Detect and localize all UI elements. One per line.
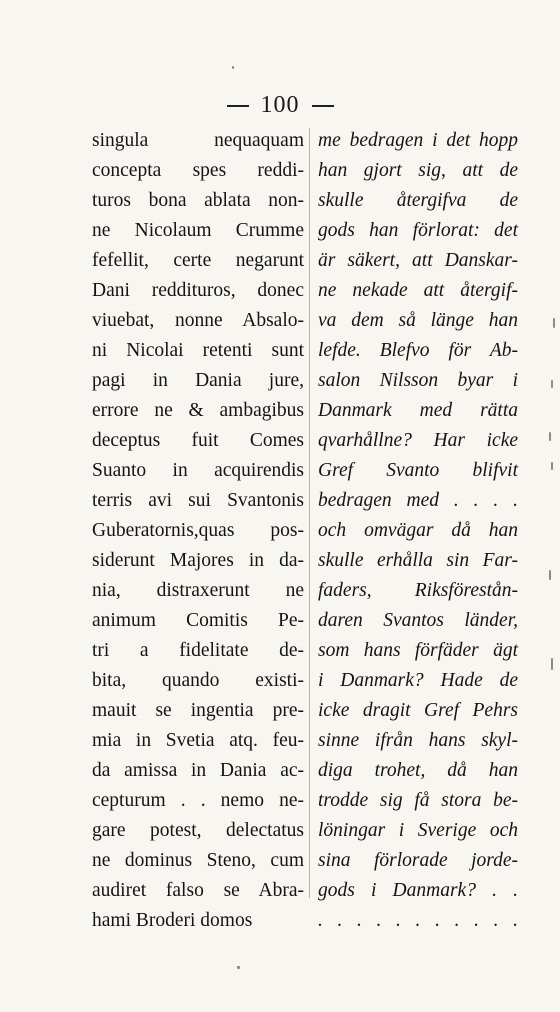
latin-text-line: errore ne & ambagibus xyxy=(92,400,304,421)
page-number: 100 xyxy=(260,92,300,118)
scan-speck xyxy=(232,66,234,69)
scan-speck xyxy=(551,462,553,470)
swedish-text-line: gods han förlorat: det xyxy=(318,220,518,241)
swedish-text-line: sina förlorade jorde- xyxy=(318,850,518,871)
latin-text-line: gare potest, delectatus xyxy=(92,820,304,841)
scan-speck xyxy=(549,432,551,441)
latin-text-line: concepta spes reddi- xyxy=(92,160,304,181)
latin-text-line: mia in Svetia atq. feu- xyxy=(92,730,304,751)
swedish-text-line: löningar i Sverige och xyxy=(318,820,518,841)
swedish-text-line: gods i Danmark? . . xyxy=(318,880,518,901)
latin-text-line: da amissa in Dania ac- xyxy=(92,760,304,781)
swedish-text-line: skulle återgifva de xyxy=(318,190,518,211)
latin-text-line: bita, quando existi- xyxy=(92,670,304,691)
latin-text-line: mauit se ingentia pre- xyxy=(92,700,304,721)
latin-text-line: pagi in Dania jure, xyxy=(92,370,304,391)
latin-text-line: terris avi sui Svantonis xyxy=(92,490,304,511)
swedish-text-line: lefde. Blefvo för Ab- xyxy=(318,340,518,361)
column-divider xyxy=(309,128,310,898)
latin-text-line: Guberatornis,quas pos- xyxy=(92,520,304,541)
swedish-text-line: Gref Svanto blifvit xyxy=(318,460,518,481)
swedish-text-line: diga trohet, då han xyxy=(318,760,518,781)
swedish-text-line: i Danmark? Hade de xyxy=(318,670,518,691)
latin-text-line: fefellit, certe negarunt xyxy=(92,250,304,271)
scan-speck xyxy=(237,966,240,969)
swedish-text-line: qvarhållne? Har icke xyxy=(318,430,518,451)
swedish-text-line: som hans förfäder ägt xyxy=(318,640,518,661)
swedish-text-line: . . . . . . . . . . . xyxy=(318,910,518,931)
latin-text-line: cepturum . . nemo ne- xyxy=(92,790,304,811)
latin-text-line: viuebat, nonne Absalo- xyxy=(92,310,304,331)
header-dash-left xyxy=(227,105,249,107)
latin-column xyxy=(92,126,304,936)
swedish-text-line: icke dragit Gref Pehrs xyxy=(318,700,518,721)
latin-text-line: audiret falso se Abra- xyxy=(92,880,304,901)
latin-text-line: deceptus fuit Comes xyxy=(92,430,304,451)
latin-text-line: ne Nicolaum Crumme xyxy=(92,220,304,241)
scan-speck xyxy=(551,658,553,670)
swedish-text-line: är säkert, att Danskar- xyxy=(318,250,518,271)
latin-text-line: ni Nicolai retenti sunt xyxy=(92,340,304,361)
swedish-text-line: trodde sig få stora be- xyxy=(318,790,518,811)
latin-text-line: siderunt Majores in da- xyxy=(92,550,304,571)
latin-text-line: ne dominus Steno, cum xyxy=(92,850,304,871)
swedish-text-line: och omvägar då han xyxy=(318,520,518,541)
swedish-text-line: me bedragen i det hopp xyxy=(318,130,518,151)
latin-text-line: animum Comitis Pe- xyxy=(92,610,304,631)
latin-text-line: turos bona ablata non- xyxy=(92,190,304,211)
swedish-text-line: faders, Riksförestån- xyxy=(318,580,518,601)
page-header xyxy=(0,92,560,119)
swedish-text-line: bedragen med . . . . xyxy=(318,490,518,511)
swedish-text-line: Danmark med rätta xyxy=(318,400,518,421)
latin-text-line: hami Broderi domos xyxy=(92,910,253,931)
latin-text-line: singula nequaquam xyxy=(92,130,304,151)
latin-text-line: Suanto in acquirendis xyxy=(92,460,304,481)
swedish-text-line: han gjort sig, att de xyxy=(318,160,518,181)
latin-text-line: tri a fidelitate de- xyxy=(92,640,304,661)
swedish-column xyxy=(318,126,518,936)
swedish-text-line: sinne ifrån hans skyl- xyxy=(318,730,518,751)
swedish-text-line: skulle erhålla sin Far- xyxy=(318,550,518,571)
swedish-text-line: ne nekade att återgif- xyxy=(318,280,518,301)
swedish-text-line: daren Svantos länder, xyxy=(318,610,518,631)
scan-speck xyxy=(549,570,551,580)
latin-text-line: nia, distraxerunt ne xyxy=(92,580,304,601)
latin-text-line: Dani reddituros, donec xyxy=(92,280,304,301)
swedish-text-line: va dem så länge han xyxy=(318,310,518,331)
scan-speck xyxy=(551,380,553,388)
header-dash-right xyxy=(312,105,334,107)
swedish-text-line: salon Nilsson byar i xyxy=(318,370,518,391)
scan-speck xyxy=(553,318,555,328)
